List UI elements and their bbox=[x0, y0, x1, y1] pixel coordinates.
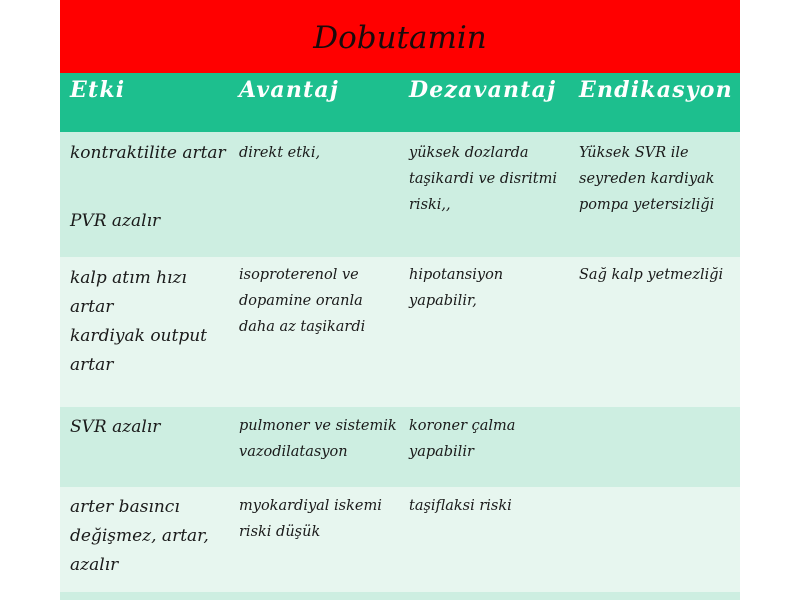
cell-line: riski,, bbox=[409, 197, 451, 213]
cell-avantaj bbox=[239, 262, 399, 340]
cell-avantaj bbox=[239, 413, 399, 465]
cell-line: Sağ kalp yetmezliği bbox=[579, 267, 724, 283]
table-row bbox=[60, 407, 740, 487]
table-row-partial bbox=[60, 592, 740, 600]
cell-etki bbox=[70, 493, 235, 580]
cell-line: seyreden kardiyak bbox=[579, 171, 715, 187]
table-header-row bbox=[60, 73, 740, 132]
cell-line: isoproterenol ve bbox=[239, 267, 359, 283]
cell-line: pompa yetersizliği bbox=[579, 197, 715, 213]
cell-line: arter basıncı bbox=[70, 497, 180, 517]
cell-line: vazodilatasyon bbox=[239, 444, 348, 460]
cell-line: dopamine oranla bbox=[239, 293, 363, 309]
cell-line: kardiyak output bbox=[70, 326, 208, 346]
table-row bbox=[60, 257, 740, 407]
cell-line: taşikardi ve disritmi bbox=[409, 171, 557, 187]
cell-line: Yüksek SVR ile bbox=[579, 145, 689, 161]
cell-line: yapabilir bbox=[409, 444, 474, 460]
cell-dezavantaj bbox=[409, 262, 569, 314]
cell-line: SVR azalır bbox=[70, 417, 161, 437]
cell-endikasyon bbox=[579, 140, 737, 218]
cell-etki bbox=[70, 139, 235, 236]
cell-endikasyon bbox=[579, 262, 737, 288]
cell-line: PVR azalır bbox=[70, 211, 161, 231]
cell-dezavantaj bbox=[409, 493, 569, 519]
cell-line: daha az taşikardi bbox=[239, 319, 366, 335]
slide-title: Dobutamin bbox=[313, 20, 487, 56]
cell-line: yapabilir, bbox=[409, 293, 477, 309]
cell-line: yüksek dozlarda bbox=[409, 145, 529, 161]
cell-etki bbox=[70, 264, 235, 380]
cell-line: değişmez, artar, bbox=[70, 526, 209, 546]
cell-line: hipotansiyon bbox=[409, 267, 504, 283]
slide bbox=[60, 0, 740, 600]
cell-line: artar bbox=[70, 355, 114, 375]
title-bar bbox=[60, 0, 740, 73]
cell-dezavantaj bbox=[409, 140, 569, 218]
cell-dezavantaj bbox=[409, 413, 569, 465]
header-avantaj: Avantaj bbox=[239, 77, 339, 103]
cell-avantaj bbox=[239, 493, 399, 545]
cell-line: riski düşük bbox=[239, 524, 321, 540]
cell-avantaj bbox=[239, 140, 399, 166]
table-row bbox=[60, 487, 740, 592]
cell-line: kalp atım hızı artar bbox=[70, 268, 187, 317]
cell-line: pulmoner ve sistemik bbox=[239, 418, 397, 434]
cell-etki bbox=[70, 413, 235, 442]
cell-line: kontraktilite artar bbox=[70, 143, 226, 163]
header-endikasyon: Endikasyon bbox=[579, 77, 733, 103]
table-row bbox=[60, 132, 740, 257]
cell-line: direkt etki, bbox=[239, 145, 321, 161]
cell-line: taşiflaksi riski bbox=[409, 498, 512, 514]
header-dezavantaj: Dezavantaj bbox=[409, 77, 557, 103]
cell-line: koroner çalma bbox=[409, 418, 516, 434]
cell-line: azalır bbox=[70, 555, 119, 575]
header-etki: Etki bbox=[70, 77, 126, 103]
cell-line: myokardiyal iskemi bbox=[239, 498, 382, 514]
